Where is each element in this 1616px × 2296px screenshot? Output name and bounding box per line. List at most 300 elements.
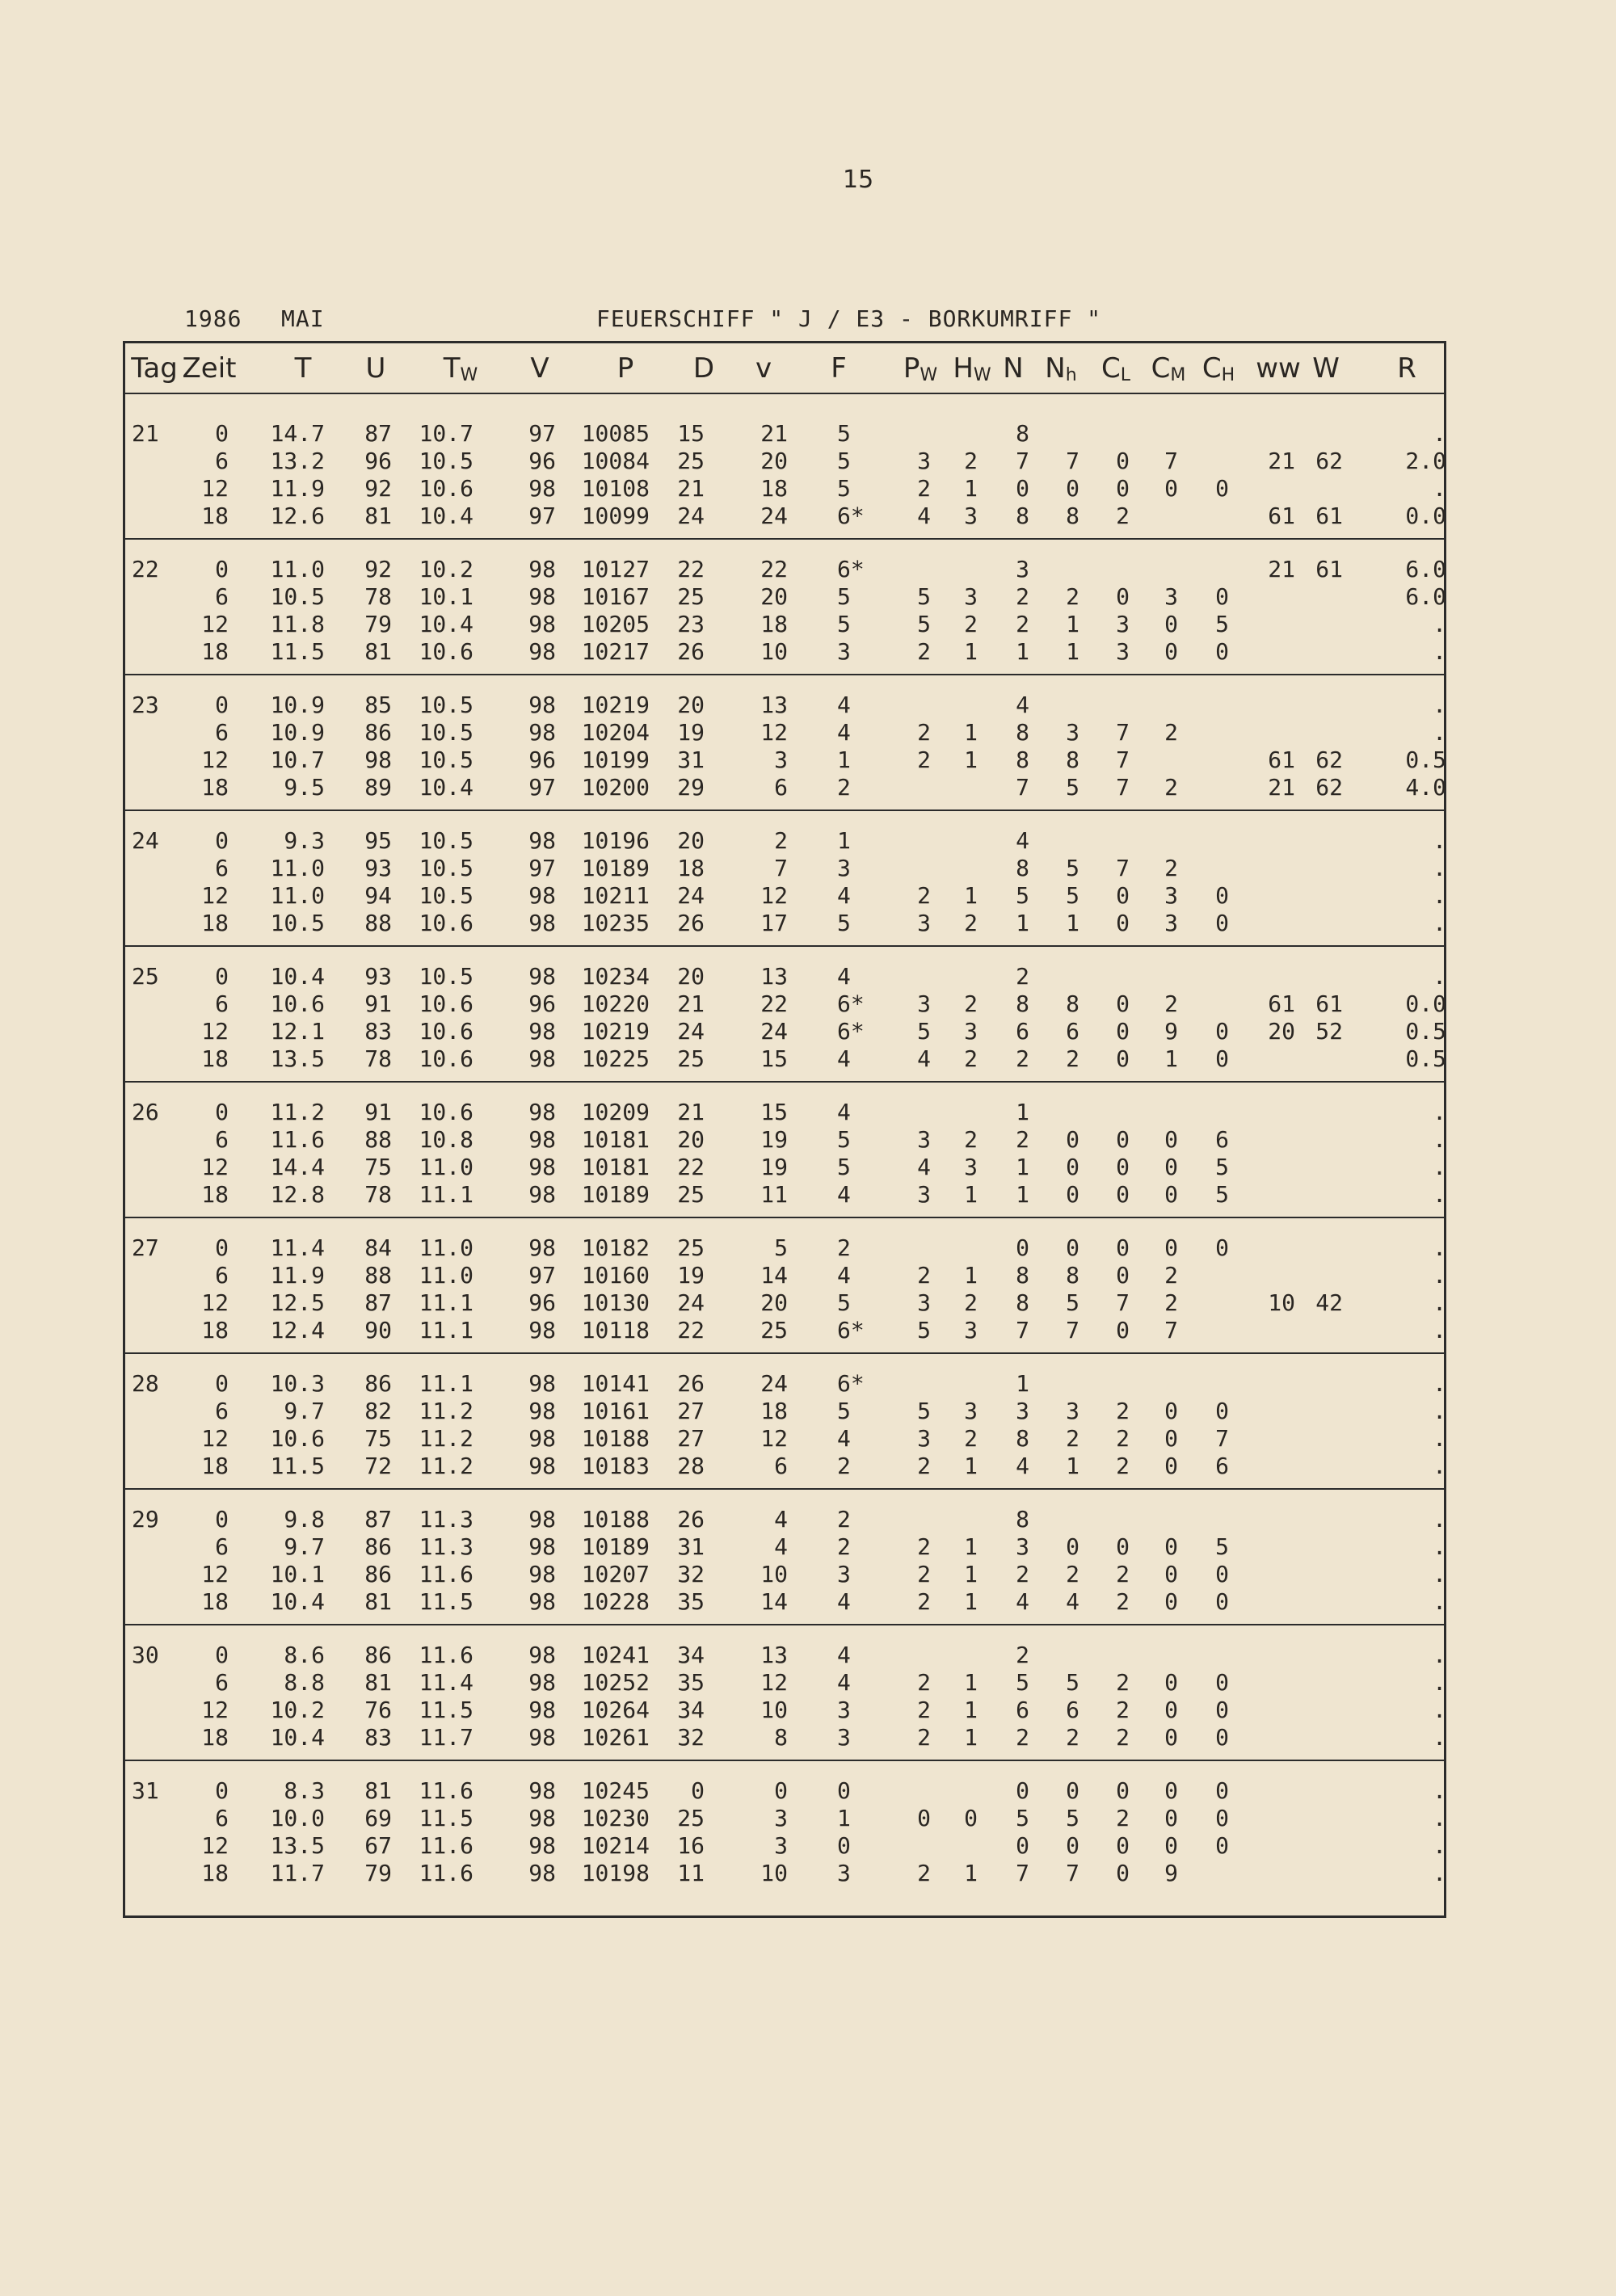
cell-u: 86 [364,719,392,746]
cell-f: 5 [837,583,851,610]
cell-p: 10085 [581,420,650,447]
day-divider [123,1352,1446,1354]
cell-n: 2 [1016,963,1029,990]
cell-cm: 0 [1164,1154,1178,1180]
cell-d: 20 [677,827,705,854]
cell-n: 2 [1016,583,1029,610]
cell-zeit: 6 [215,1262,229,1289]
cell-cm: 1 [1164,1045,1178,1072]
cell-d: 19 [677,719,705,746]
cell-ch: 6 [1215,1453,1229,1479]
day-divider [123,1081,1446,1083]
cell-cl: 0 [1116,1126,1130,1153]
cell-cl: 0 [1116,1045,1130,1072]
cell-n: 2 [1016,1561,1029,1587]
cell-p: 10219 [581,1018,650,1045]
cell-ww: 61 [1268,990,1295,1017]
cell-f: 4 [837,1669,851,1696]
cell-ww: 61 [1268,503,1295,529]
cell-r: . [1433,910,1446,936]
cell-t: 10.2 [270,1697,325,1723]
cell-d: 22 [677,556,705,582]
cell-r: . [1433,611,1446,637]
cell-d: 31 [677,746,705,773]
cell-r: . [1433,1289,1446,1316]
cell-d: 27 [677,1425,705,1452]
cell-pw: 2 [917,1724,931,1751]
cell-tw: 10.4 [419,503,473,529]
cell-nh: 0 [1066,475,1079,502]
cell-p: 10141 [581,1370,650,1397]
day-divider [123,538,1446,540]
cell-cl: 3 [1116,638,1130,665]
cell-p: 10207 [581,1561,650,1587]
cell-p: 10181 [581,1126,650,1153]
cell-v: 96 [528,746,556,773]
cell-pw: 2 [917,1697,931,1723]
cell-nh: 0 [1066,1234,1079,1261]
column-header-ww: ww [1256,352,1301,385]
cell-cm: 9 [1164,1018,1178,1045]
cell-r: . [1433,827,1446,854]
cell-cl: 0 [1116,1018,1130,1045]
cell-hw: 1 [964,475,978,502]
column-header-v: V [530,352,549,385]
cell-f: 4 [837,1642,851,1668]
cell-n: 4 [1016,1588,1029,1615]
cell-zeit: 12 [201,475,229,502]
cell-t: 9.7 [284,1533,325,1560]
cell-tw: 11.0 [419,1234,473,1261]
cell-u: 95 [364,827,392,854]
cell-nh: 4 [1066,1588,1079,1615]
cell-hw: 1 [964,1262,978,1289]
cell-cm: 0 [1164,1533,1178,1560]
day-label: 21 [132,420,159,447]
column-header-d: D [692,352,715,385]
cell-v-speed: 20 [760,448,788,474]
cell-f: 4 [837,719,851,746]
cell-u: 83 [364,1018,392,1045]
cell-u: 76 [364,1697,392,1723]
cell-n: 8 [1016,420,1029,447]
cell-n: 4 [1016,827,1029,854]
cell-tw: 10.6 [419,910,473,936]
cell-v: 96 [528,1289,556,1316]
cell-tw: 11.1 [419,1289,473,1316]
cell-zeit: 6 [215,855,229,881]
cell-v-speed: 14 [760,1262,788,1289]
cell-tw: 11.2 [419,1453,473,1479]
cell-d: 0 [691,1777,705,1804]
cell-d: 24 [677,503,705,529]
cell-v-speed: 11 [760,1181,788,1208]
cell-tw: 10.5 [419,855,473,881]
cell-v: 98 [528,1317,556,1344]
cell-n: 2 [1016,1642,1029,1668]
cell-v-speed: 25 [760,1317,788,1344]
cell-u: 81 [364,1588,392,1615]
cell-t: 10.9 [270,719,325,746]
column-header-w: W [1312,352,1340,385]
cell-d: 18 [677,855,705,881]
cell-pw: 2 [917,1669,931,1696]
cell-v: 98 [528,1805,556,1831]
cell-v: 98 [528,719,556,746]
cell-tw: 11.6 [419,1832,473,1859]
cell-u: 88 [364,910,392,936]
cell-r: 6.0 [1405,556,1446,582]
cell-r: . [1433,1777,1446,1804]
cell-tw: 11.6 [419,1561,473,1587]
cell-u: 88 [364,1262,392,1289]
cell-cl: 0 [1116,1832,1130,1859]
cell-hw: 1 [964,1669,978,1696]
cell-u: 87 [364,1506,392,1533]
cell-v-speed: 18 [760,611,788,637]
cell-pw: 2 [917,1860,931,1886]
column-header-cl: $C_L$ [1100,352,1131,385]
cell-ch: 0 [1215,910,1229,936]
cell-t: 10.9 [270,692,325,718]
cell-cm: 0 [1164,638,1178,665]
cell-pw: 3 [917,1425,931,1452]
cell-tw: 10.8 [419,1126,473,1153]
cell-zeit: 18 [201,1317,229,1344]
cell-d: 24 [677,882,705,909]
cell-hw: 1 [964,638,978,665]
cell-v-speed: 24 [760,1370,788,1397]
cell-zeit: 0 [215,1370,229,1397]
cell-v-speed: 20 [760,583,788,610]
cell-cl: 0 [1116,1234,1130,1261]
cell-d: 25 [677,1045,705,1072]
cell-tw: 11.2 [419,1398,473,1424]
cell-zeit: 6 [215,990,229,1017]
cell-p: 10198 [581,1860,650,1886]
cell-f: 4 [837,963,851,990]
cell-p: 10127 [581,556,650,582]
cell-cl: 0 [1116,1262,1130,1289]
cell-cl: 2 [1116,1453,1130,1479]
cell-d: 24 [677,1289,705,1316]
cell-u: 94 [364,882,392,909]
day-divider [123,1624,1446,1625]
cell-ch: 0 [1215,882,1229,909]
cell-cl: 3 [1116,611,1130,637]
cell-f: 4 [837,1045,851,1072]
cell-cl: 7 [1116,1289,1130,1316]
column-header-v: v [755,352,772,385]
cell-tw: 11.1 [419,1181,473,1208]
column-header-pw: $P_W$ [903,352,938,385]
cell-v-speed: 4 [774,1533,788,1560]
column-header-t: T [294,352,312,385]
cell-zeit: 0 [215,1099,229,1125]
cell-hw: 2 [964,1045,978,1072]
cell-f: 6* [837,990,865,1017]
cell-tw: 10.5 [419,719,473,746]
day-divider [123,674,1446,675]
cell-d: 29 [677,774,705,801]
cell-ch: 0 [1215,1234,1229,1261]
cell-cl: 2 [1116,503,1130,529]
cell-cl: 0 [1116,1533,1130,1560]
cell-v-speed: 12 [760,1669,788,1696]
cell-v-speed: 10 [760,1860,788,1886]
cell-n: 3 [1016,556,1029,582]
cell-nh: 2 [1066,1724,1079,1751]
cell-d: 24 [677,1018,705,1045]
cell-pw: 2 [917,1262,931,1289]
cell-u: 78 [364,583,392,610]
cell-d: 23 [677,611,705,637]
cell-zeit: 12 [201,1018,229,1045]
cell-u: 81 [364,503,392,529]
cell-zeit: 18 [201,910,229,936]
cell-u: 86 [364,1642,392,1668]
cell-v: 98 [528,638,556,665]
cell-p: 10264 [581,1697,650,1723]
cell-r: 0.5 [1405,746,1446,773]
cell-nh: 5 [1066,1669,1079,1696]
cell-tw: 10.5 [419,692,473,718]
cell-w: 61 [1315,990,1343,1017]
column-header-tag: Tag [131,352,178,385]
cell-pw: 4 [917,1154,931,1180]
cell-p: 10211 [581,882,650,909]
cell-cm: 3 [1164,882,1178,909]
cell-tw: 10.5 [419,882,473,909]
cell-r: . [1433,1317,1446,1344]
cell-t: 8.6 [284,1642,325,1668]
cell-zeit: 0 [215,556,229,582]
cell-zeit: 18 [201,638,229,665]
cell-v: 98 [528,583,556,610]
cell-u: 84 [364,1234,392,1261]
cell-zeit: 12 [201,882,229,909]
cell-p: 10200 [581,774,650,801]
cell-t: 11.2 [270,1099,325,1125]
cell-r: . [1433,963,1446,990]
cell-nh: 3 [1066,1398,1079,1424]
cell-u: 78 [364,1181,392,1208]
day-label: 31 [132,1777,159,1804]
cell-t: 11.9 [270,1262,325,1289]
day-label: 28 [132,1370,159,1397]
cell-t: 11.7 [270,1860,325,1886]
cell-cm: 2 [1164,719,1178,746]
cell-ch: 5 [1215,1533,1229,1560]
cell-r: . [1433,1453,1446,1479]
cell-u: 91 [364,1099,392,1125]
cell-t: 9.3 [284,827,325,854]
cell-p: 10167 [581,583,650,610]
cell-v-speed: 5 [774,1234,788,1261]
cell-nh: 8 [1066,990,1079,1017]
cell-ch: 0 [1215,1805,1229,1831]
cell-v-speed: 4 [774,1506,788,1533]
cell-cl: 0 [1116,910,1130,936]
cell-v-speed: 13 [760,963,788,990]
cell-pw: 3 [917,1126,931,1153]
cell-cl: 7 [1116,855,1130,881]
cell-d: 25 [677,1234,705,1261]
cell-zeit: 0 [215,1777,229,1804]
cell-hw: 3 [964,1018,978,1045]
day-divider [123,1217,1446,1218]
cell-t: 10.5 [270,583,325,610]
cell-tw: 11.1 [419,1317,473,1344]
cell-ch: 5 [1215,611,1229,637]
cell-hw: 1 [964,1860,978,1886]
cell-f: 0 [837,1832,851,1859]
cell-hw: 3 [964,503,978,529]
cell-r: . [1433,1642,1446,1668]
cell-v-speed: 22 [760,990,788,1017]
cell-p: 10188 [581,1506,650,1533]
cell-r: . [1433,1154,1446,1180]
cell-f: 6* [837,1018,865,1045]
cell-nh: 2 [1066,583,1079,610]
cell-r: . [1433,420,1446,447]
cell-ch: 0 [1215,1777,1229,1804]
cell-zeit: 0 [215,827,229,854]
cell-f: 5 [837,1398,851,1424]
cell-f: 2 [837,774,851,801]
cell-t: 10.3 [270,1370,325,1397]
cell-pw: 3 [917,448,931,474]
cell-hw: 3 [964,1317,978,1344]
cell-zeit: 12 [201,1697,229,1723]
cell-f: 5 [837,611,851,637]
cell-v-speed: 12 [760,1425,788,1452]
cell-f: 5 [837,1289,851,1316]
cell-v: 98 [528,1154,556,1180]
day-label: 25 [132,963,159,990]
cell-f: 6* [837,1370,865,1397]
cell-nh: 8 [1066,1262,1079,1289]
cell-ww: 21 [1268,556,1295,582]
cell-nh: 5 [1066,1289,1079,1316]
cell-pw: 2 [917,638,931,665]
cell-nh: 8 [1066,746,1079,773]
cell-nh: 1 [1066,1453,1079,1479]
cell-d: 21 [677,1099,705,1125]
cell-zeit: 18 [201,503,229,529]
cell-nh: 1 [1066,638,1079,665]
cell-t: 9.7 [284,1398,325,1424]
cell-cm: 0 [1164,1832,1178,1859]
cell-v: 98 [528,1724,556,1751]
cell-nh: 0 [1066,1181,1079,1208]
cell-t: 11.0 [270,882,325,909]
cell-t: 12.1 [270,1018,325,1045]
cell-cm: 7 [1164,1317,1178,1344]
day-label: 29 [132,1506,159,1533]
cell-zeit: 0 [215,1642,229,1668]
cell-v: 98 [528,475,556,502]
cell-v-speed: 14 [760,1588,788,1615]
cell-u: 83 [364,1724,392,1751]
cell-f: 2 [837,1506,851,1533]
cell-r: . [1433,1181,1446,1208]
cell-r: . [1433,1588,1446,1615]
cell-tw: 10.6 [419,1099,473,1125]
day-label: 22 [132,556,159,582]
cell-v: 98 [528,1045,556,1072]
cell-d: 21 [677,475,705,502]
cell-tw: 10.6 [419,475,473,502]
cell-nh: 5 [1066,774,1079,801]
cell-w: 61 [1315,556,1343,582]
cell-r: . [1433,1370,1446,1397]
cell-u: 96 [364,448,392,474]
cell-cl: 0 [1116,882,1130,909]
cell-r: . [1433,1805,1446,1831]
cell-tw: 11.3 [419,1533,473,1560]
cell-d: 26 [677,638,705,665]
cell-hw: 1 [964,1724,978,1751]
cell-zeit: 0 [215,1506,229,1533]
cell-v: 98 [528,1234,556,1261]
cell-v: 98 [528,1018,556,1045]
page-number: 15 [843,166,874,194]
cell-p: 10188 [581,1425,650,1452]
cell-v: 98 [528,827,556,854]
cell-n: 1 [1016,910,1029,936]
cell-nh: 3 [1066,719,1079,746]
cell-cm: 7 [1164,448,1178,474]
cell-hw: 3 [964,1398,978,1424]
header-year: 1986 [184,305,242,332]
cell-hw: 1 [964,1697,978,1723]
cell-u: 87 [364,420,392,447]
day-divider [123,945,1446,947]
header-station: FEUERSCHIFF " J / E3 - BORKUMRIFF " [596,305,1102,332]
cell-f: 5 [837,1154,851,1180]
cell-zeit: 18 [201,1181,229,1208]
cell-v-speed: 2 [774,827,788,854]
cell-d: 28 [677,1453,705,1479]
cell-tw: 11.4 [419,1669,473,1696]
cell-n: 3 [1016,1533,1029,1560]
cell-t: 11.8 [270,611,325,637]
cell-v-speed: 21 [760,420,788,447]
cell-r: . [1433,719,1446,746]
cell-t: 13.2 [270,448,325,474]
cell-v: 98 [528,963,556,990]
day-label: 30 [132,1642,159,1668]
cell-cl: 0 [1116,1154,1130,1180]
cell-r: . [1433,1860,1446,1886]
cell-v-speed: 18 [760,1398,788,1424]
cell-cm: 0 [1164,1561,1178,1587]
cell-u: 67 [364,1832,392,1859]
cell-v-speed: 3 [774,1805,788,1831]
cell-d: 11 [677,1860,705,1886]
cell-w: 42 [1315,1289,1343,1316]
cell-u: 93 [364,963,392,990]
cell-r: . [1433,855,1446,881]
cell-t: 10.4 [270,1588,325,1615]
cell-r: . [1433,1669,1446,1696]
cell-n: 2 [1016,1045,1029,1072]
cell-pw: 2 [917,882,931,909]
cell-p: 10099 [581,503,650,529]
cell-u: 85 [364,692,392,718]
cell-v-speed: 3 [774,746,788,773]
